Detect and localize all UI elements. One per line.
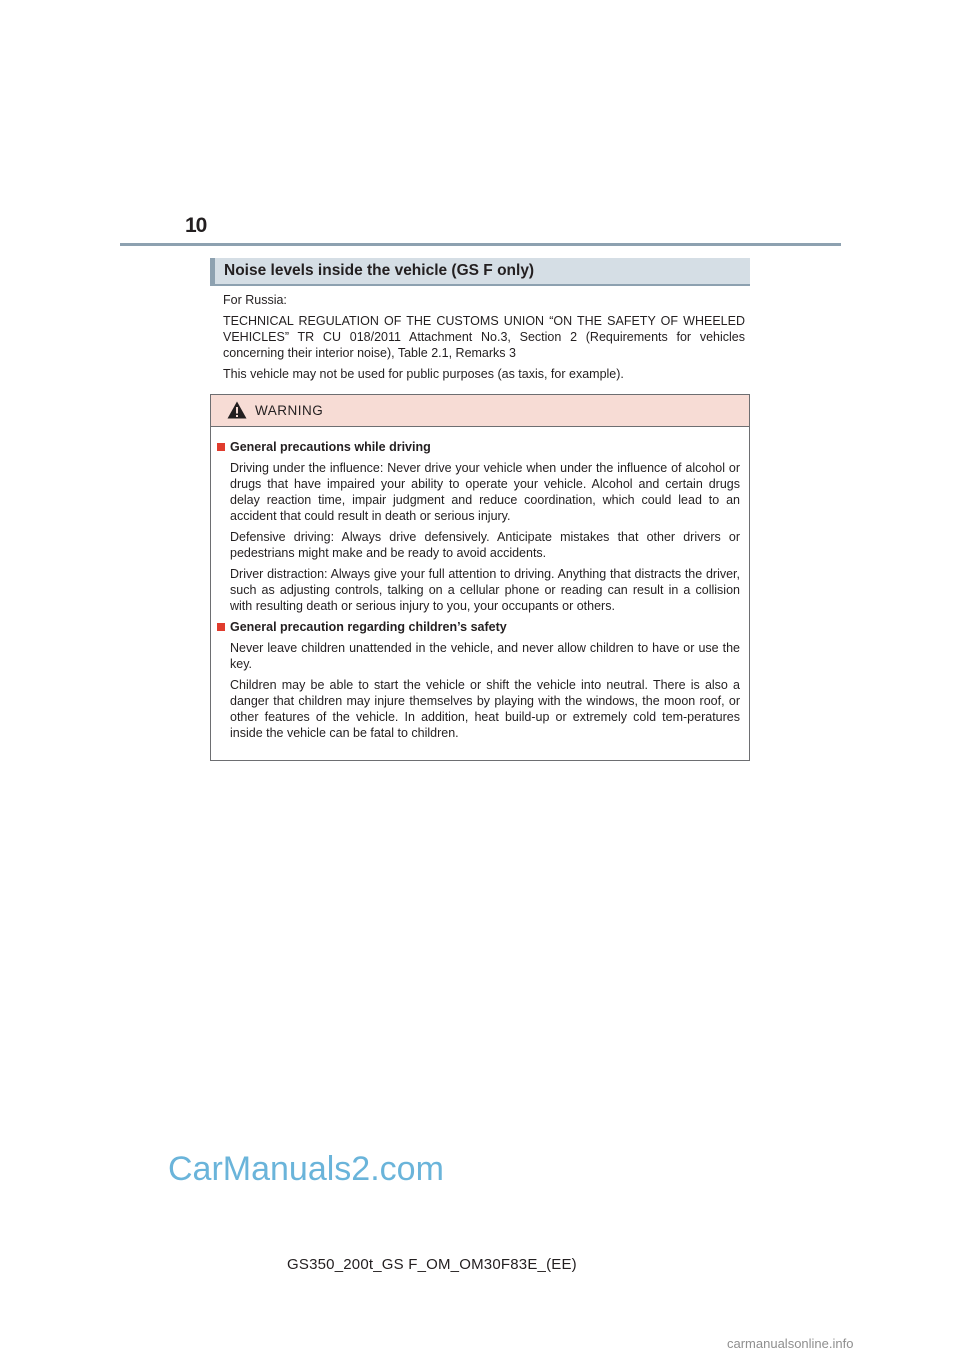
section-title: Noise levels inside the vehicle (GS F only): [224, 262, 535, 279]
intro-text: [223, 292, 745, 387]
page-number: 10: [185, 214, 207, 237]
warning-body: [217, 439, 740, 746]
warning-paragraph: Driver distraction: Always give your full attention to driving. Anything that distracts the driver, such as adjusting controls, talking on a cellular phone or reading can result in a collision with resulting death or serious injury to you, your occupants or others.: [230, 567, 740, 613]
footer-manual-code: GS350_200t_GS F_OM_OM30F83E_(EE): [287, 1256, 577, 1273]
warning-triangle-icon: [227, 401, 247, 419]
subheading-text: General precaution regarding children’s safety: [230, 620, 507, 634]
watermark-logo: CarManuals2.com: [168, 1150, 444, 1188]
square-bullet-icon: [217, 443, 225, 451]
section-header: [210, 258, 750, 286]
warning-paragraph: Defensive driving: Always drive defensively. Anticipate mistakes that other drivers or pedestrians might make and be ready to avoid accidents.: [230, 530, 740, 560]
warning-subheading: [217, 439, 740, 455]
warning-title: WARNING: [255, 403, 324, 418]
warning-box: [210, 394, 750, 761]
top-rule: [120, 243, 841, 246]
warning-paragraph: Children may be able to start the vehicle or shift the vehicle into neutral. There is also a danger that children may injure themselves by playing with the windows, the moon roof, or other features of the vehicle. In addition, heat build-up or extremely cold tem-peratures inside the vehicle can be fatal to children.: [230, 678, 740, 740]
warning-subheading: [217, 619, 740, 635]
intro-paragraph: TECHNICAL REGULATION OF THE CUSTOMS UNION “ON THE SAFETY OF WHEELED VEHICLES” TR CU 018/2011 Attachment No.3, Section 2 (Requirements for vehicles concerning their interior noise), Table 2.1, Remarks 3: [223, 314, 745, 360]
square-bullet-icon: [217, 623, 225, 631]
intro-paragraph: This vehicle may not be used for public purposes (as taxis, for example).: [223, 367, 624, 381]
warning-paragraph: Never leave children unattended in the vehicle, and never allow children to have or use the key.: [230, 641, 740, 671]
warning-paragraph: Driving under the influence: Never drive your vehicle when under the influence of alcohol or drugs that have impaired your ability to operate your vehicle. Alcohol and certain drugs delay reaction time, impair judgment and reduce coordination, which could lead to an accident that could result in death or serious injury.: [230, 461, 740, 523]
warning-header: [211, 395, 749, 427]
intro-paragraph: For Russia:: [223, 293, 287, 307]
subheading-text: General precautions while driving: [230, 440, 431, 454]
source-site-watermark: carmanualsonline.info: [727, 1336, 854, 1351]
